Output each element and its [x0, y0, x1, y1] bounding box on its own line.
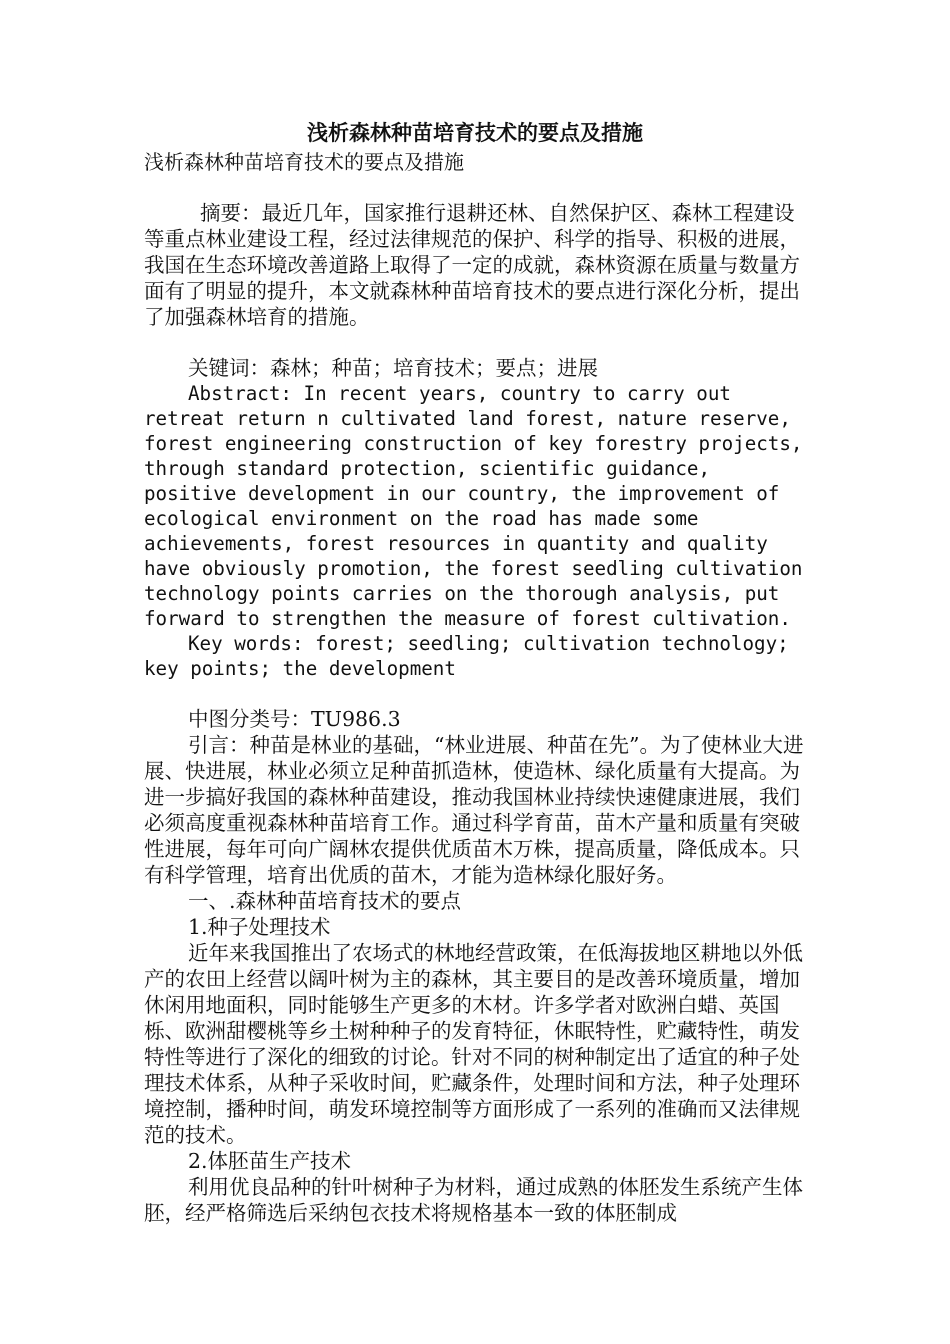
section-heading-1: 一、.森林种苗培育技术的要点 [188, 889, 462, 913]
subsection-heading-seed-processing: 1.种子处理技术 [188, 915, 331, 939]
somatic-embryo-paragraph: 利用优良品种的针叶树种子为材料，通过成熟的体胚发生系统产生体胚，经严格筛选后采纳包衣技术将规格基本一致的体胚制成 [144, 1175, 803, 1225]
classification-number: 中图分类号：TU986.3 [188, 707, 401, 731]
introduction-paragraph: 引言：种苗是林业的基础，“林业进展、种苗在先”。为了使林业大进展、快进展，林业必须立足种苗抓造林，使造林、绿化质量有大提高。为进一步搞好我国的森林种苗建设，推动我国林业持续快速健康进展，我们必须高度重视森林种苗培育工作。通过科学育苗，苗木产量和质量有突破性进展，每年可向广阔林农提供优质苗木万株，提高质量，降低成本。只有科学管理，培育出优质的苗木，才能为造林绿化服好务。 [144, 733, 804, 887]
abstract-chinese: 摘要：最近几年，国家推行退耕还林、自然保护区、森林工程建设等重点林业建设工程，经过法律规范的保护、科学的指导、积极的进展，我国在生态环境改善道路上取得了一定的成就，森林资源在质量与数量方面有了明显的提升，本文就森林种苗培育技术的要点进行深化分析，提出了加强森林培育的措施。 [144, 201, 800, 329]
keywords-english: Key words: forest; seedling; cultivation technology; key points; the development [144, 632, 789, 680]
abstract-english: Abstract: In recent years, country to carry out retreat return n cultivated land forest, nature reserve, forest engineering construction of key forestry projects, through standard protection, scientific guidance, positive development in our country, the improvement of ecological environment on the road has made some achievements, forest resources in quantity and quality have obviously promotion, the forest seedling cultivation technology points carries on the thorough analysis, put forward to strengthen the measure of forest cultivation. [144, 382, 803, 630]
seed-processing-paragraph: 近年来我国推出了农场式的林地经营政策，在低海拔地区耕地以外低产的农田上经营以阔叶树为主的森林，其主要目的是改善环境质量，增加休闲用地面积，同时能够生产更多的木材。许多学者对欧洲白蜡、英国栎、欧洲甜樱桃等乡土树种种子的发育特征，休眠特性，贮藏特性，萌发特性等进行了深化的细致的讨论。针对不同的树种制定出了适宜的种子处理技术体系，从种子采收时间，贮藏条件，处理时间和方法，种子处理环境控制，播种时间，萌发环境控制等方面形成了一系列的准确而又法律规范的技术。 [144, 941, 803, 1147]
document-subtitle: 浅析森林种苗培育技术的要点及措施 [144, 150, 464, 174]
keywords-chinese: 关键词：森林；种苗；培育技术；要点；进展 [188, 356, 598, 380]
subsection-heading-somatic-embryo: 2.体胚苗生产技术 [188, 1149, 352, 1173]
document-title: 浅析森林种苗培育技术的要点及措施 [307, 120, 643, 145]
spacer [144, 681, 806, 706]
document-page [144, 118, 806, 1226]
